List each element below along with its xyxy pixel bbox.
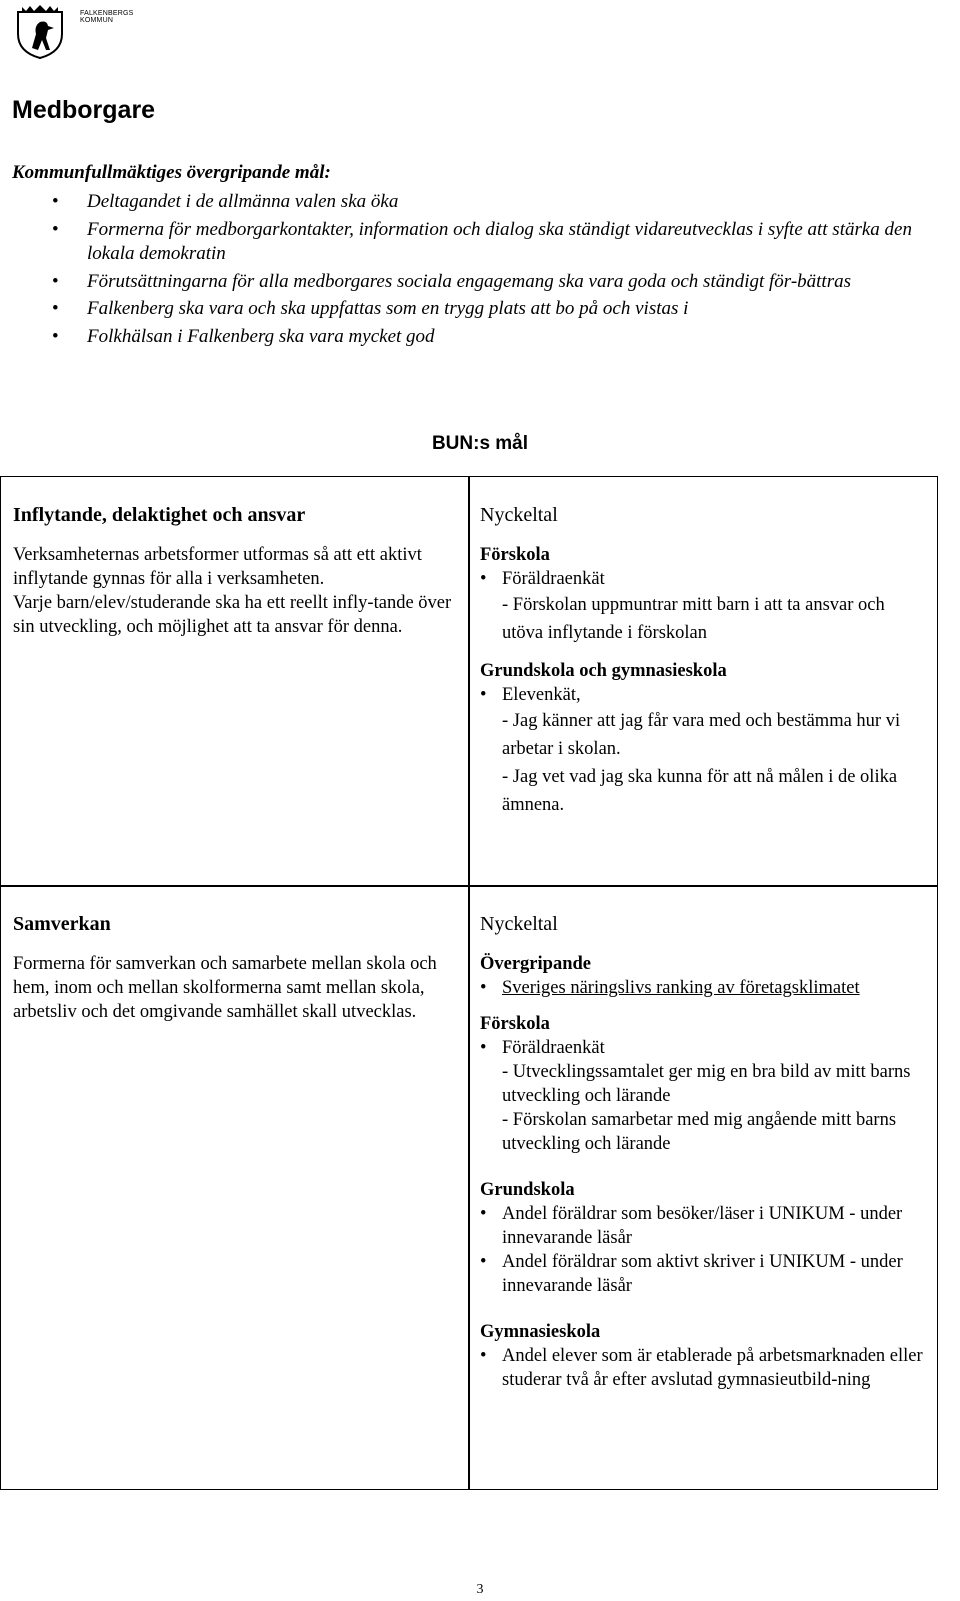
ranking-link[interactable]: Sveriges näringslivs ranking av företagsklimatet <box>502 978 860 998</box>
subheading-forskola: Förskola <box>480 545 550 565</box>
subheading-grundskola: Grundskola <box>480 1180 575 1200</box>
survey-question: - Jag vet vad jag ska kunna för att nå målen i de olika ämnena. <box>502 767 898 815</box>
section-title: Medborgare <box>12 96 156 124</box>
goals-list <box>12 190 952 352</box>
list-item: • Andel elever som är etablerade på arbetsmarknaden eller studerar två år efter avslutad gymnasieutbild-ning <box>480 1344 927 1392</box>
list-item: • Föräldraenkät <box>480 567 927 591</box>
subheading-grundskola-gymnasieskola: Grundskola och gymnasieskola <box>480 661 727 681</box>
bun-goals-title: BUN:s mål <box>431 433 529 454</box>
goal-heading: Inflytande, delaktighet och ansvar <box>13 504 306 526</box>
coat-of-arms-icon <box>14 4 70 60</box>
goal-item: • Formerna för medborgarkontakter, information och dialog ska ständigt vidareutvecklas i syfte att stärka den lokala demokratin <box>12 218 952 267</box>
survey-question: - Utvecklingssamtalet ger mig en bra bild av mitt barns utveckling och lärande <box>502 1062 911 1106</box>
list-item: • Andel föräldrar som aktivt skriver i UNIKUM - under innevarande läsår <box>480 1250 927 1298</box>
key-figures-box-cooperation <box>468 885 938 1490</box>
goal-item: • Förutsättningarna för alla medborgares sociala engagemang ska vara goda och ständigt för-bättras <box>12 270 952 295</box>
survey-question: - Förskolan samarbetar med mig angående mitt barns utveckling och lärande <box>502 1110 897 1154</box>
list-item: • Föräldraenkät <box>480 1036 927 1060</box>
subheading-gymnasieskola: Gymnasieskola <box>480 1322 601 1342</box>
survey-question: - Förskolan uppmuntrar mitt barn i att ta ansvar och utöva inflytande i förskolan <box>502 595 885 643</box>
subheading-overgripande: Övergripande <box>480 954 591 974</box>
list-item: • Andel föräldrar som besöker/läser i UNIKUM - under innevarande läsår <box>480 1202 927 1250</box>
goal-description: Formerna för samverkan och samarbete mellan skola och hem, inom och mellan skolformerna samt mellan skola, arbetsliv och det omgivande samhället skall utvecklas. <box>13 954 437 1022</box>
key-figures-box-influence <box>468 476 938 887</box>
list-item: • Elevenkät, <box>480 683 927 707</box>
goal-description: Varje barn/elev/studerande ska ha ett reellt infly-tande över sin utveckling, och möjlighet att ta ansvar för denna. <box>13 593 452 637</box>
goal-heading: Samverkan <box>13 913 111 935</box>
survey-question: - Jag känner att jag får vara med och bestämma hur vi arbetar i skolan. <box>502 711 901 759</box>
logo-text: FALKENBERGS KOMMUN <box>80 10 134 24</box>
page-number: 3 <box>476 1582 484 1597</box>
key-figures-heading: Nyckeltal <box>480 504 558 526</box>
goal-item: • Falkenberg ska vara och ska uppfattas som en trygg plats att bo på och vistas i <box>12 297 952 322</box>
municipality-logo <box>14 4 134 60</box>
goal-box-cooperation <box>0 885 470 1490</box>
goals-heading: Kommunfullmäktiges övergripande mål: <box>12 162 331 183</box>
goal-description: Verksamheternas arbetsformer utformas så att ett aktivt inflytande gynnas för alla i verksamheten. <box>13 545 422 589</box>
goal-item: • Deltagandet i de allmänna valen ska öka <box>12 190 952 215</box>
subheading-forskola: Förskola <box>480 1014 550 1034</box>
goal-box-influence <box>0 476 470 887</box>
key-figures-heading: Nyckeltal <box>480 913 558 935</box>
goal-item: • Folkhälsan i Falkenberg ska vara mycket god <box>12 325 952 350</box>
